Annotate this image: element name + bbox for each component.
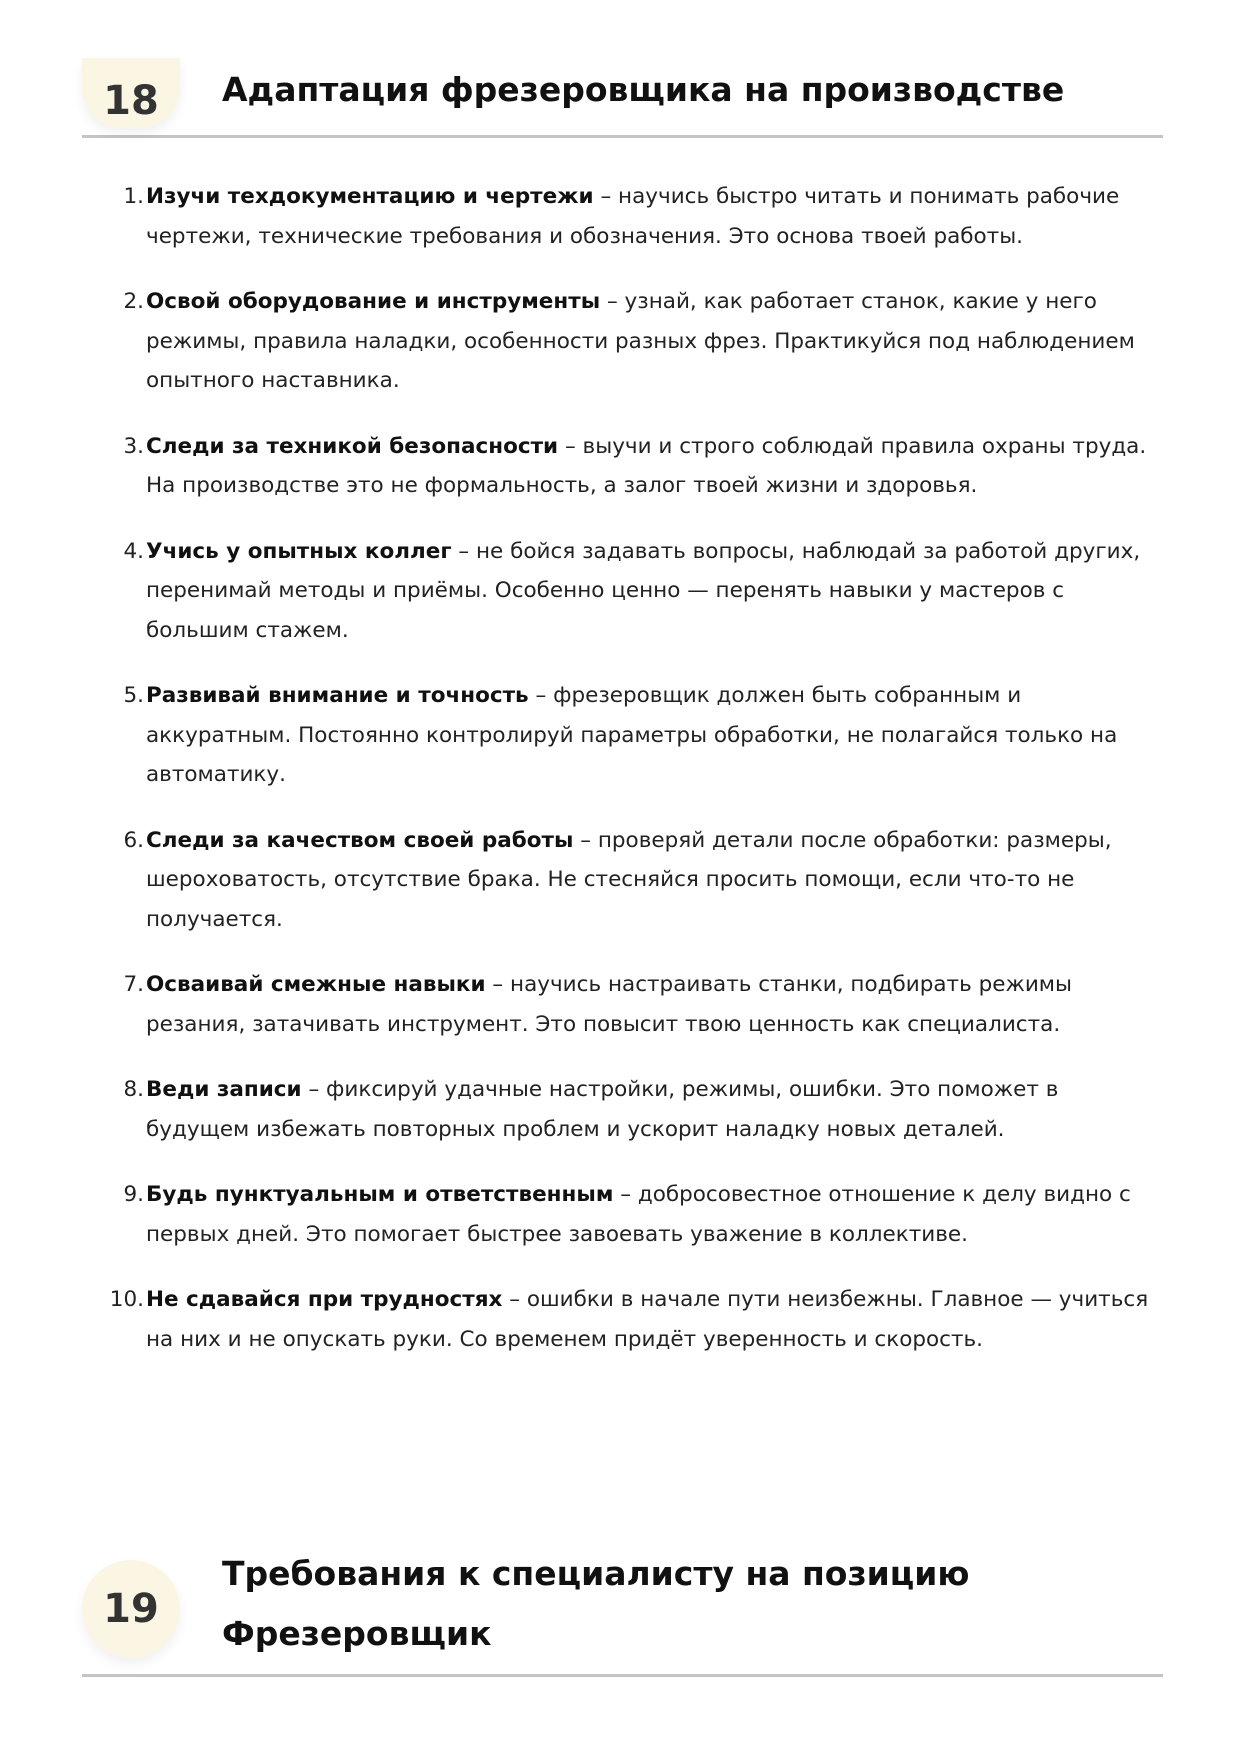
item-number: 5. <box>123 683 144 708</box>
section-18-header <box>82 58 1163 138</box>
item-heading: Освой оборудование и инструменты <box>146 289 601 314</box>
item-number: 1. <box>123 184 144 209</box>
list-item <box>123 821 1166 940</box>
list-item <box>123 427 1166 506</box>
item-text: – фиксируй удачные настройки, режимы, ошибки. Это поможет в будущем избежать повторных проблем и ускорит наладку новых деталей. <box>146 1077 1059 1142</box>
item-text: – фрезеровщик должен быть собранным и аккуратным. Постоянно контролируй параметры обработки, не полагайся только на автоматику. <box>146 683 1118 787</box>
item-number: 4. <box>123 538 144 564</box>
section-title-line-2: Фрезеровщик <box>222 1614 492 1653</box>
item-text: – научись настраивать станки, подбирать режимы резания, затачивать инструмент. Это повысит твою ценность как специалиста. <box>146 972 1072 1037</box>
list-item <box>123 282 1166 401</box>
section-number-badge: 18 <box>82 58 180 128</box>
list-item <box>123 1070 1166 1149</box>
item-number: 8. <box>123 1077 144 1102</box>
item-heading: Осваивай смежные навыки <box>146 972 486 997</box>
item-text: – выучи и строго соблюдай правила охраны труда. На производстве это не формальность, а залог твоей жизни и здоровья. <box>146 433 1147 498</box>
item-text: – научись быстро читать и понимать рабочие чертежи, технические требования и обозначения. Это основа твоей работы. <box>146 184 1120 249</box>
section-19-header <box>82 1540 1163 1677</box>
section-title-line-1: Требования к специалисту на позицию <box>222 1554 970 1593</box>
item-number: 6. <box>123 827 144 853</box>
section-title: Адаптация фрезеровщика на производстве <box>222 70 1065 109</box>
item-heading: Будь пунктуальным и ответственным <box>146 1182 614 1207</box>
item-heading: Развивай внимание и точность <box>146 683 529 708</box>
item-heading: Следи за техникой безопасности <box>146 433 559 459</box>
item-text: – проверяй детали после обработки: размеры, шероховатость, отсутствие брака. Не стесняйся просить помощи, если что-то не получается. <box>146 827 1112 932</box>
item-text: – узнай, как работает станок, какие у него режимы, правила наладки, особенности разных фрез. Практикуйся под наблюдением опытного наставника. <box>146 289 1135 393</box>
list-item <box>123 177 1166 256</box>
item-heading: Изучи техдокументацию и чертежи <box>146 184 594 209</box>
section-number-badge: 19 <box>82 1560 180 1658</box>
list-item <box>109 1280 1166 1359</box>
item-heading: Не сдавайся при трудностях <box>146 1287 503 1312</box>
item-text: – не бойся задавать вопросы, наблюдай за работой других, перенимай методы и приёмы. Особенно ценно — перенять навыки у мастеров с большим стажем. <box>146 538 1141 643</box>
item-number: 3. <box>123 433 144 459</box>
tips-list <box>109 177 1166 1385</box>
list-item <box>123 532 1166 651</box>
item-number: 2. <box>123 289 144 314</box>
item-text: – добросовестное отношение к делу видно с первых дней. Это помогает быстрее завоевать уважение в коллективе. <box>146 1182 1131 1247</box>
item-heading: Веди записи <box>146 1077 302 1102</box>
section-title <box>222 1544 1022 1664</box>
item-number: 7. <box>123 972 144 997</box>
item-heading: Следи за качеством своей работы <box>146 827 574 853</box>
item-text: – ошибки в начале пути неизбежны. Главное — учиться на них и не опускать руки. Со временем придёт уверенность и скорость. <box>146 1287 1149 1352</box>
list-item <box>123 676 1166 795</box>
item-number: 9. <box>123 1182 144 1207</box>
list-item <box>123 1175 1166 1254</box>
item-number: 10. <box>109 1287 144 1312</box>
list-item <box>123 965 1166 1044</box>
item-heading: Учись у опытных коллег <box>146 538 452 564</box>
